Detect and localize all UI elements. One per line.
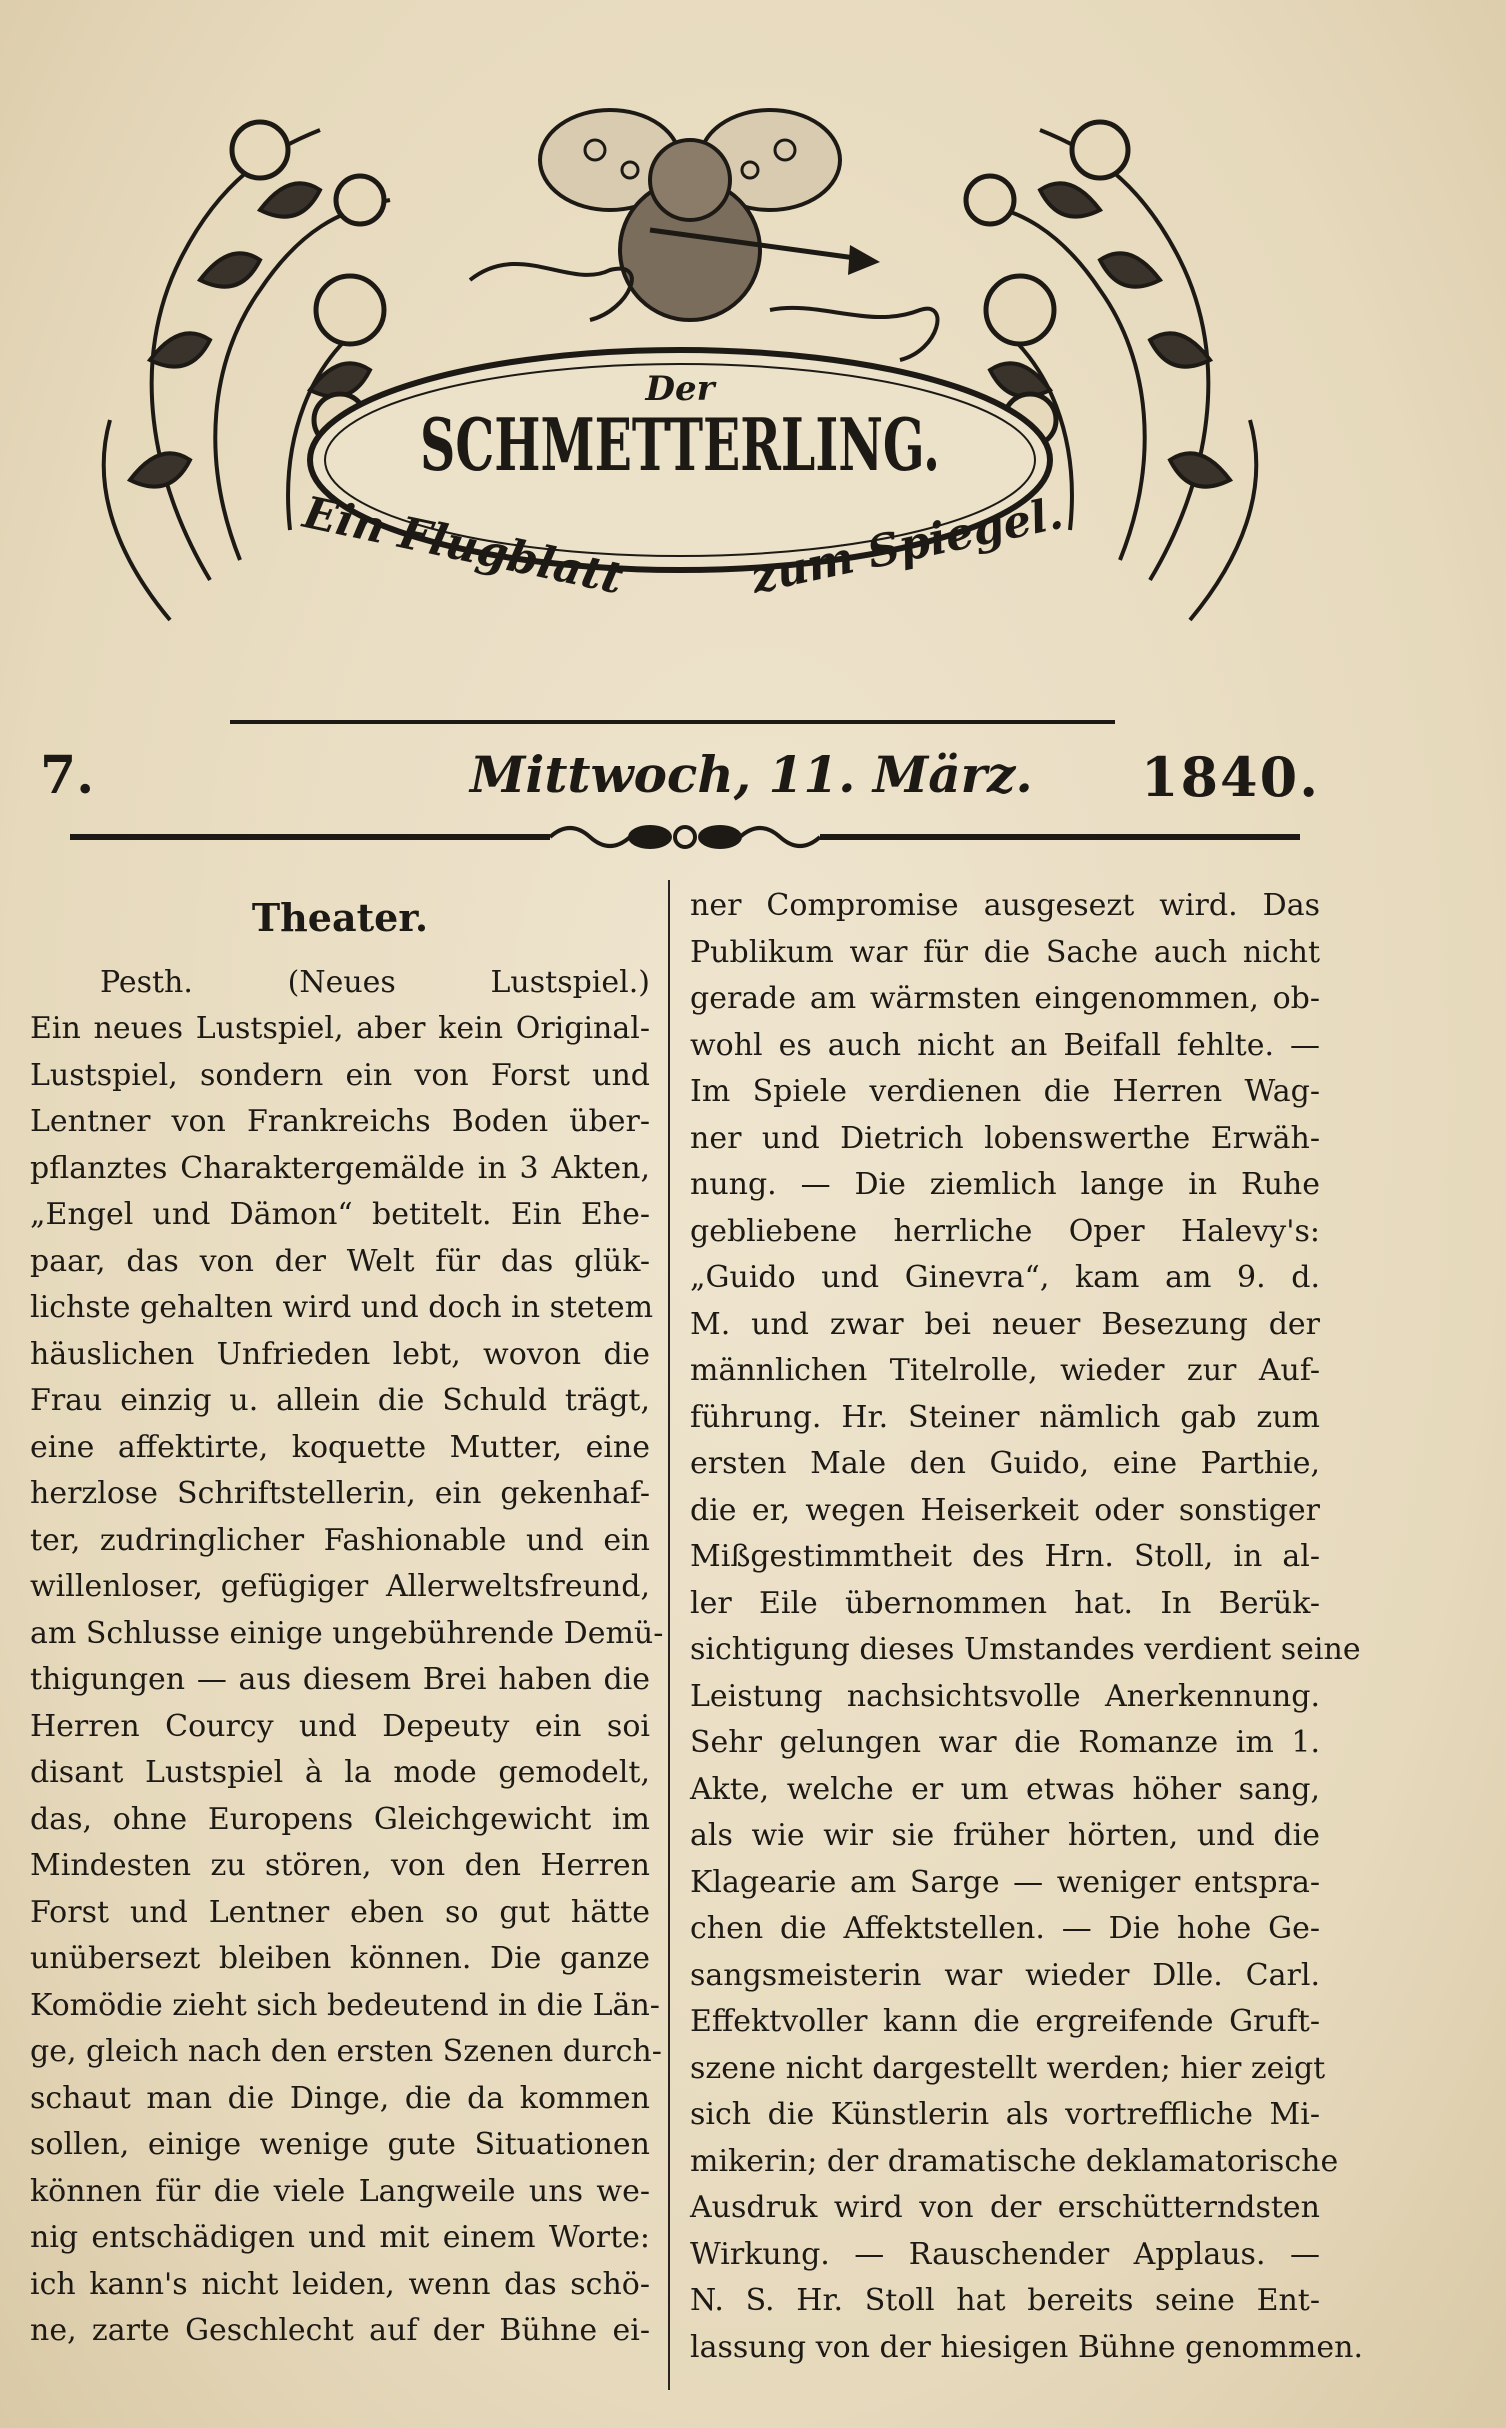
text-line: thigungen — aus diesem Brei haben die <box>30 1662 650 1697</box>
text-line: szene nicht dargestellt werden; hier zeigt <box>690 2050 1326 2086</box>
masthead-vignette <box>90 60 1270 680</box>
text-line: ne, zarte Geschlecht auf der Bühne ei- <box>30 2313 650 2348</box>
text-line: am Schlusse einige ungebührende Demü- <box>30 1615 664 1651</box>
text-line: Frau einzig u. allein die Schuld trägt, <box>30 1383 650 1418</box>
article-heading: Theater. <box>251 895 429 940</box>
text-line: Herren Courcy und Depeuty ein soi <box>30 1708 650 1744</box>
text-line: Klagearie am Sarge — weniger entspra- <box>690 1864 1320 1900</box>
text-line: sollen, einige wenige gute Situationen <box>30 2127 650 2162</box>
text-line: ner und Dietrich lobenswerthe Erwäh- <box>690 1120 1320 1156</box>
text-line: mikerin; der dramatische deklamatorische <box>690 2143 1339 2179</box>
text-line: ler Eile übernommen hat. In Berük- <box>690 1585 1320 1621</box>
text-line: Ein neues Lustspiel, aber kein Original- <box>30 1011 650 1046</box>
text-line: ter, zudringlicher Fashionable und ein <box>30 1522 650 1558</box>
butterfly-cherub-illustration <box>470 110 937 360</box>
masthead-title: SCHMETTERLING. <box>420 402 940 487</box>
text-line: lassung von der hiesigen Bühne genommen. <box>690 2329 1363 2365</box>
text-line: sichtigung dieses Umstandes verdient seine <box>690 1632 1361 1667</box>
text-line: M. und zwar bei neuer Besezung der <box>690 1306 1320 1342</box>
text-line: Wirkung. — Rauschender Applaus. — <box>690 2236 1320 2272</box>
text-line: Mindesten zu stören, von den Herren <box>30 1848 650 1883</box>
text-line: Im Spiele verdienen die Herren Wag- <box>690 1074 1320 1109</box>
text-line: „Engel und Dämon“ betitelt. Ein Ehe- <box>30 1197 650 1232</box>
text-line: Effektvoller kann die ergreifende Gruft- <box>690 2004 1320 2039</box>
text-line: Publikum war für die Sache auch nicht <box>690 934 1320 970</box>
text-line: ner Compromise ausgesezt wird. Das <box>690 888 1320 923</box>
text-line: unübersezt bleiben können. Die ganze <box>30 1941 650 1976</box>
text-line: Ausdruk wird von der erschütterndsten <box>690 2190 1320 2225</box>
text-line: Leistung nachsichtsvolle Anerkennung. <box>690 1678 1320 1714</box>
text-line: Forst und Lentner eben so gut hätte <box>30 1894 650 1930</box>
text-line: nung. — Die ziemlich lange in Ruhe <box>690 1167 1320 1202</box>
dateline <box>40 745 1320 815</box>
masthead-subtitle-left: Ein Flugblatt <box>298 487 628 605</box>
text-line: wohl es auch nicht an Beifall fehlte. — <box>690 1027 1320 1063</box>
text-line: führung. Hr. Steiner nämlich gab zum <box>690 1399 1320 1435</box>
text-line: schaut man die Dinge, die da kommen <box>30 2080 650 2116</box>
text-line: pflanztes Charaktergemälde in 3 Akten, <box>30 1150 650 1186</box>
text-line: können für die viele Langweile uns we- <box>30 2173 650 2209</box>
text-line: ich kann's nicht leiden, wenn das schö- <box>30 2266 650 2302</box>
text-line: Akte, welche er um etwas höher sang, <box>690 1771 1320 1807</box>
ornamental-rule <box>50 812 1320 862</box>
text-line: eine affektirte, koquette Mutter, eine <box>30 1429 650 1465</box>
text-line: häuslichen Unfrieden lebt, wovon die <box>30 1336 650 1372</box>
text-line: herzlose Schriftstellerin, ein gekenhaf- <box>30 1476 650 1511</box>
text-line: die er, wegen Heiserkeit oder sonstiger <box>690 1492 1320 1528</box>
text-line: sich die Künstlerin als vortreffliche Mi- <box>690 2097 1320 2132</box>
issue-year: 1840. <box>1140 745 1320 809</box>
masthead-article: Der <box>645 369 715 409</box>
text-line: Sehr gelungen war die Romanze im 1. <box>690 1725 1320 1760</box>
text-line: gebliebene herrliche Oper Halevy's: <box>690 1213 1320 1249</box>
text-line: nig entschädigen und mit einem Worte: <box>30 2220 650 2255</box>
issue-date: Mittwoch, 11. März. <box>470 745 1033 804</box>
text-line: Pesth. (Neues Lustspiel.) <box>100 964 650 1000</box>
article-column-left <box>30 885 664 2355</box>
text-line: ersten Male den Guido, eine Parthie, <box>690 1446 1320 1481</box>
text-line: das, ohne Europens Gleichgewicht im <box>30 1801 650 1837</box>
text-line: als wie wir sie früher hörten, und die <box>690 1818 1320 1853</box>
text-line: Lustspiel, sondern ein von Forst und <box>30 1057 650 1093</box>
text-line: lichste gehalten wird und doch in stetem <box>30 1290 654 1325</box>
top-rule <box>230 720 1115 724</box>
text-line: paar, das von der Welt für das glük- <box>30 1243 650 1279</box>
text-line: „Guido und Ginevra“, kam am 9. d. <box>690 1260 1320 1295</box>
text-line: N. S. Hr. Stoll hat bereits seine Ent- <box>690 2283 1320 2318</box>
text-line: disant Lustspiel à la mode gemodelt, <box>30 1755 650 1790</box>
column-divider <box>668 880 670 2390</box>
article-column-right <box>690 883 1363 2371</box>
text-line: willenloser, gefügiger Allerweltsfreund, <box>30 1569 650 1604</box>
text-line: Lentner von Frankreichs Boden über- <box>30 1104 650 1139</box>
text-line: Mißgestimmtheit des Hrn. Stoll, in al- <box>690 1539 1320 1574</box>
issue-number: 7. <box>40 745 95 806</box>
text-line: Komödie zieht sich bedeutend in die Län- <box>30 1987 660 2023</box>
text-line: gerade am wärmsten eingenommen, ob- <box>690 981 1320 1016</box>
title-cartouche <box>297 350 1067 605</box>
text-line: ge, gleich nach den ersten Szenen durch- <box>30 2034 662 2069</box>
masthead-subtitle-right: zum Spiegel. <box>746 487 1068 604</box>
text-line: sangsmeisterin war wieder Dlle. Carl. <box>690 1957 1320 1993</box>
text-line: chen die Affektstellen. — Die hohe Ge- <box>690 1911 1320 1946</box>
text-line: männlichen Titelrolle, wieder zur Auf- <box>690 1353 1320 1388</box>
